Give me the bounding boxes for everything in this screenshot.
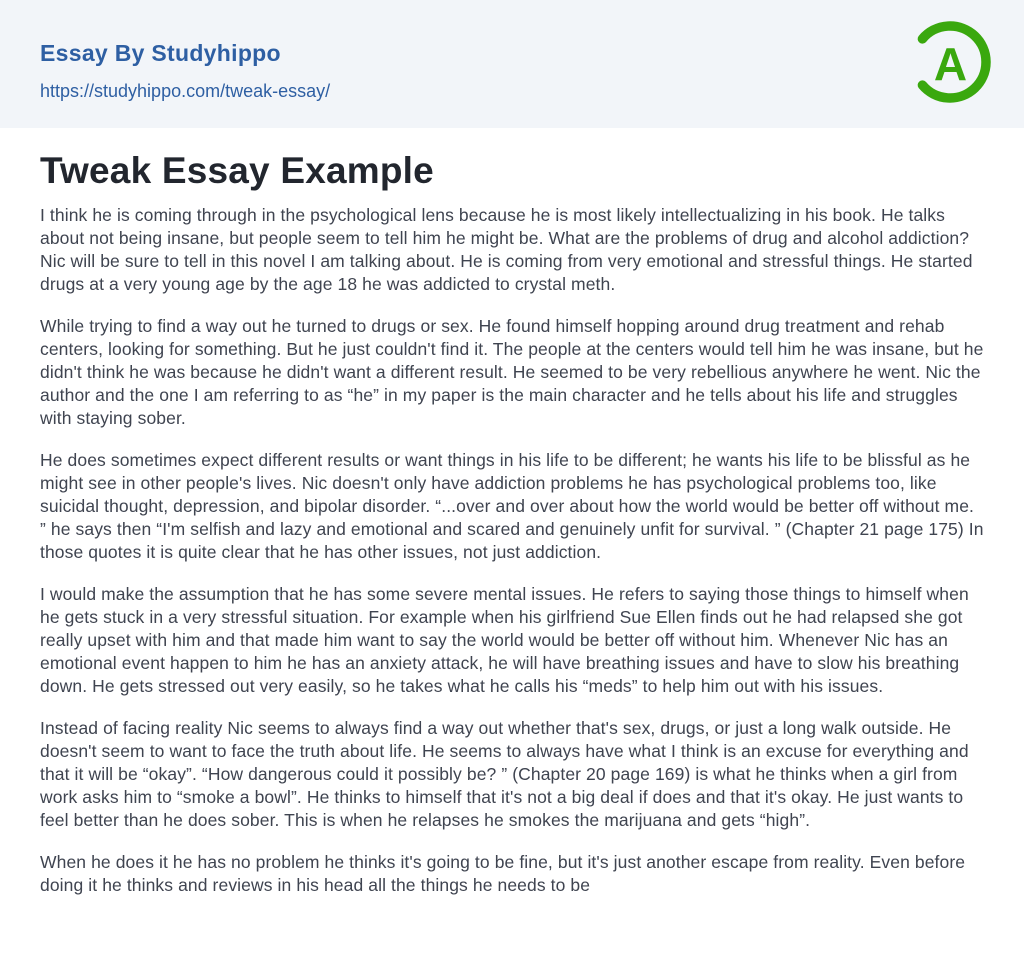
logo-letter: A: [933, 38, 968, 90]
essay-paragraph: Instead of facing reality Nic seems to always find a way out whether that's sex, drugs, or just a long walk outside. He doesn't seem to want to face the truth about life. He seems to always have what I think is an excuse for everything and that it will be “okay”. “How dangerous could it possibly be? ” (Chapter 20 page 169) is what he thinks when a girl from work asks him to “smoke a bowl”. He thinks to himself that it's not a big deal if does and that it's okay. He just wants to feel better than he does sober. This is when he relapses he smokes the marijuana and gets “high”.: [40, 718, 969, 830]
site-link[interactable]: Essay By Studyhippo: [40, 40, 281, 66]
page-url-link[interactable]: https://studyhippo.com/tweak-essay/: [40, 81, 331, 101]
essay-paragraph: He does sometimes expect different results or want things in his life to be different; he wants his life to be blissful as he might see in other people's lives. Nic doesn't only have addiction problems he has psychological problems too, like suicidal thought, depression, and bipolar disorder. “...over and over about how the world would be better off without me. ” he says then “I'm selfish and lazy and emotional and scared and genuinely unfit for survival. ” (Chapter 21 page 175) In those quotes it is quite clear that he has other issues, not just addiction.: [40, 450, 984, 562]
page-title: Tweak Essay Example: [40, 150, 434, 191]
studyhippo-logo: [906, 18, 994, 106]
page-header: [0, 0, 1024, 128]
essay-paragraph: I would make the assumption that he has some severe mental issues. He refers to saying those things to himself when he gets stuck in a very stressful situation. For example when his girlfriend Sue Ellen finds out he had relapsed she got really upset with him and that made him want to say the world would be better off without him. Whenever Nic has an emotional event happen to him he has an anxiety attack, he will have breathing issues and have to slow his breathing down. He gets stressed out very easily, so he takes what he calls his “meds” to help him out with his issues.: [40, 584, 969, 696]
essay-paragraph: I think he is coming through in the psychological lens because he is most likely intellectualizing in his book. He talks about not being insane, but people seem to tell him he might be. What are the problems of drug and alcohol addiction? Nic will be sure to tell in this novel I am talking about. He is coming from very emotional and stressful things. He started drugs at a very young age by the age 18 he was addicted to crystal meth.: [40, 205, 973, 294]
essay-paragraph: While trying to find a way out he turned to drugs or sex. He found himself hopping around drug treatment and rehab centers, looking for something. But he just couldn't find it. The people at the centers would tell him he was insane, but he didn't think he was because he didn't want a different result. He seemed to be very rebellious anywhere he went. Nic the author and the one I am referring to as “he” in my paper is the main character and he tells about his life and struggles with staying sober.: [40, 316, 984, 428]
logo-a-icon: [906, 18, 994, 106]
essay-body: [40, 204, 984, 897]
essay-content: [0, 128, 1024, 897]
essay-paragraph: When he does it he has no problem he thinks it's going to be fine, but it's just another escape from reality. Even before doing it he thinks and reviews in his head all the things he needs to be: [40, 852, 966, 895]
